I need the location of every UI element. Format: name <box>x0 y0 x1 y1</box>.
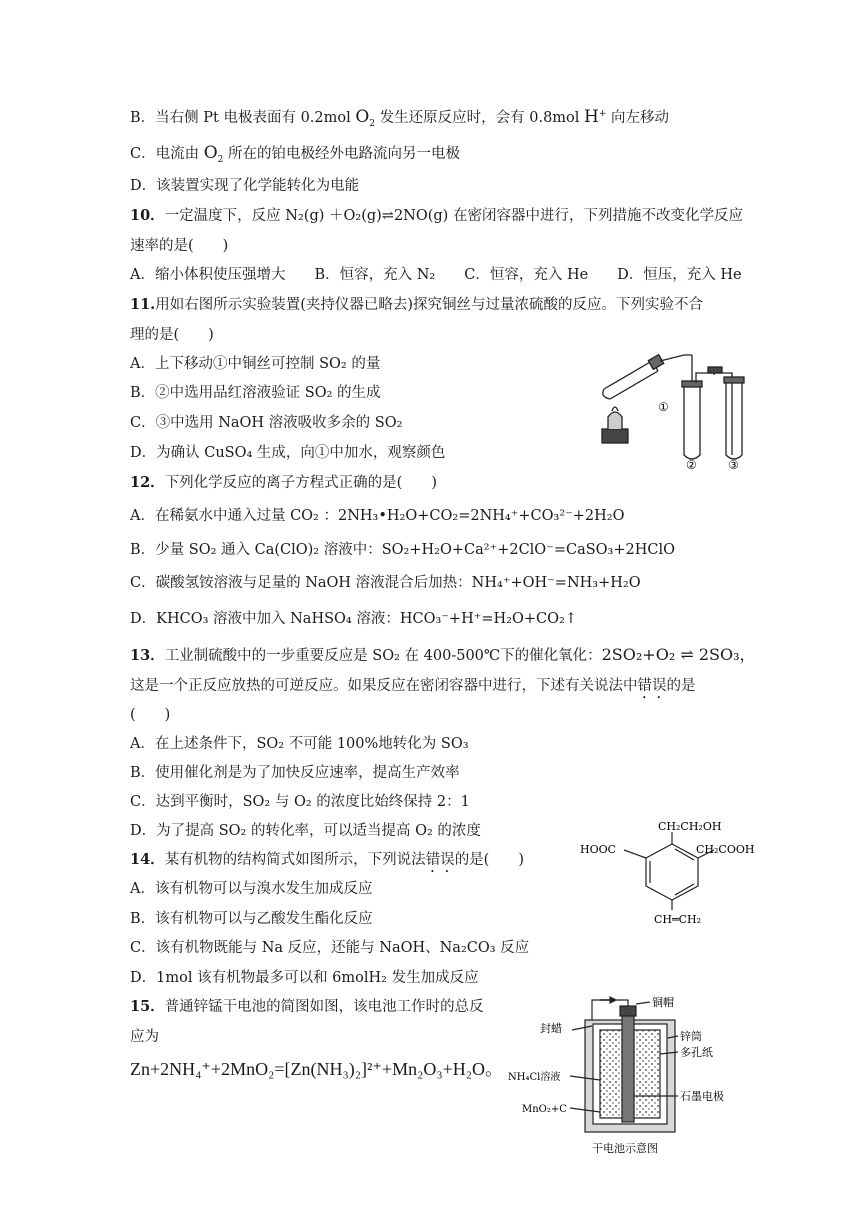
q15-fig-zinc: 锌筒 <box>680 1030 702 1043</box>
q13-option-b: B．使用催化剂是为了加快反应速率，提高生产效率 <box>130 765 460 781</box>
q14-fig-right: CH₂COOH <box>696 843 755 856</box>
q11-fig-label-2: ② <box>686 458 697 472</box>
q12-option-d: D．KHCO₃ 溶液中加入 NaHSO₄ 溶液：HCO₃⁻+H⁺=H₂O+CO₂↑ <box>130 611 577 627</box>
q10-stem: 10．一定温度下，反应 N₂(g) ＋O₂(g)⇌2NO(g) 在密闭容器中进行，下列措施不改变化学反应 <box>130 207 743 224</box>
q9-option-d: D．该装置实现了化学能转化为电能 <box>130 178 360 194</box>
q11-option-b: B．②中选用品红溶液验证 SO₂ 的生成 <box>130 385 381 401</box>
q15-fig-nh4cl: NH₄Cl溶液 <box>508 1072 561 1083</box>
q11-option-a: A．上下移动①中铜丝可控制 SO₂ 的量 <box>130 356 381 372</box>
q11-fig-label-1: ① <box>658 400 669 414</box>
q12-stem: 12．下列化学反应的离子方程式正确的是( ) <box>130 474 437 491</box>
q15-fig-graphite: 石墨电极 <box>680 1090 724 1103</box>
q11-option-c: C．③中选用 NaOH 溶液吸收多余的 SO₂ <box>130 415 403 431</box>
q11-apparatus-figure <box>592 347 762 472</box>
q15-fig-paper: 多孔纸 <box>680 1046 713 1059</box>
q12-option-a: A．在稀氨水中通入过量 CO₂ ：2NH₃•H₂O+CO₂=2NH₄⁺+CO₃²⁻+2H₂O <box>130 508 625 524</box>
q15-fig-cap: 铜帽 <box>652 996 674 1009</box>
q14-option-d: D．1mol 该有机物最多可以和 6molH₂ 发生加成反应 <box>130 970 479 986</box>
q11-stem-cont: 理的是( ) <box>130 327 214 343</box>
q10-options: A．缩小体积使压强增大 B．恒容，充入 N₂ C．恒容，充入 He D．恒压，充入 He <box>130 267 742 283</box>
q14-structure-figure <box>576 820 776 930</box>
q9-option-b: B．当右侧 Pt 电极表面有 0.2mol $O_2$ 发生还原反应时，会有 0.8mol H+ 向左移动 <box>130 107 670 129</box>
q14-fig-bottom: CH═CH₂ <box>654 913 702 926</box>
q13-stem-blank: ( ) <box>130 707 171 723</box>
q13-option-c: C．达到平衡时，SO₂ 与 O₂ 的浓度比始终保持 2：1 <box>130 794 470 810</box>
q15-fig-wax: 封蜡 <box>540 1022 562 1035</box>
q13-stem-cont: 这是一个正反应放热的可逆反应。如果反应在密闭容器中进行，下述有关说法中错误的是 <box>130 678 696 694</box>
q14-fig-left: HOOC <box>580 843 617 856</box>
q12-option-b: B．少量 SO₂ 通入 Ca(ClO)₂ 溶液中：SO₂+H₂O+Ca²⁺+2ClO⁻=CaSO₃+2HClO <box>130 542 676 558</box>
q13-stem: 13．工业制硫酸中的一步重要反应是 SO₂ 在 400-500℃下的催化氧化：2SO₂+O₂ ⇌ 2SO₃， <box>130 645 756 664</box>
q11-option-d: D．为确认 CuSO₄ 生成，向①中加水，观察颜色 <box>130 445 446 461</box>
q11-fig-label-3: ③ <box>728 458 739 472</box>
q10-stem-cont: 速率的是( ) <box>130 238 229 254</box>
q15-fig-mno2: MnO₂+C <box>522 1104 567 1115</box>
q12-option-c: C．碳酸氢铵溶液与足量的 NaOH 溶液混合后加热：NH₄⁺+OH⁻=NH₃+H₂O <box>130 575 641 591</box>
q14-option-c: C．该有机物既能与 Na 反应，还能与 NaOH、Na₂CO₃ 反应 <box>130 940 530 956</box>
q13-option-d: D．为了提高 SO₂ 的转化率，可以适当提高 O₂ 的浓度 <box>130 823 481 839</box>
q14-fig-top: CH₂CH₂OH <box>658 820 722 833</box>
q15-equation: Zn+2NH₄⁺+2MnO₂=[Zn(NH₃)₂]²⁺+Mn₂O₃+H₂O。 <box>130 1059 504 1079</box>
q15-stem: 15．普通锌锰干电池的简图如图，该电池工作时的总反 <box>130 998 484 1015</box>
q13-option-a: A．在上述条件下，SO₂ 不可能 100%地转化为 SO₃ <box>130 736 469 752</box>
q15-battery-figure <box>500 996 750 1158</box>
q11-stem: 11.用如右图所示实验装置(夹持仪器已略去)探究铜丝与过量浓硫酸的反应。下列实验不合 <box>130 296 704 313</box>
q14-stem: 14．某有机物的结构简式如图所示，下列说法错误的是( ) <box>130 851 525 868</box>
q15-stem-cont: 应为 <box>130 1029 159 1045</box>
q9-option-c: C．电流由 $O_2$ 所在的铂电极经外电路流向另一电极 <box>130 143 460 165</box>
q15-fig-caption: 干电池示意图 <box>592 1142 658 1155</box>
q14-option-a: A．该有机物可以与溴水发生加成反应 <box>130 881 373 897</box>
q14-option-b: B．该有机物可以与乙酸发生酯化反应 <box>130 911 373 927</box>
